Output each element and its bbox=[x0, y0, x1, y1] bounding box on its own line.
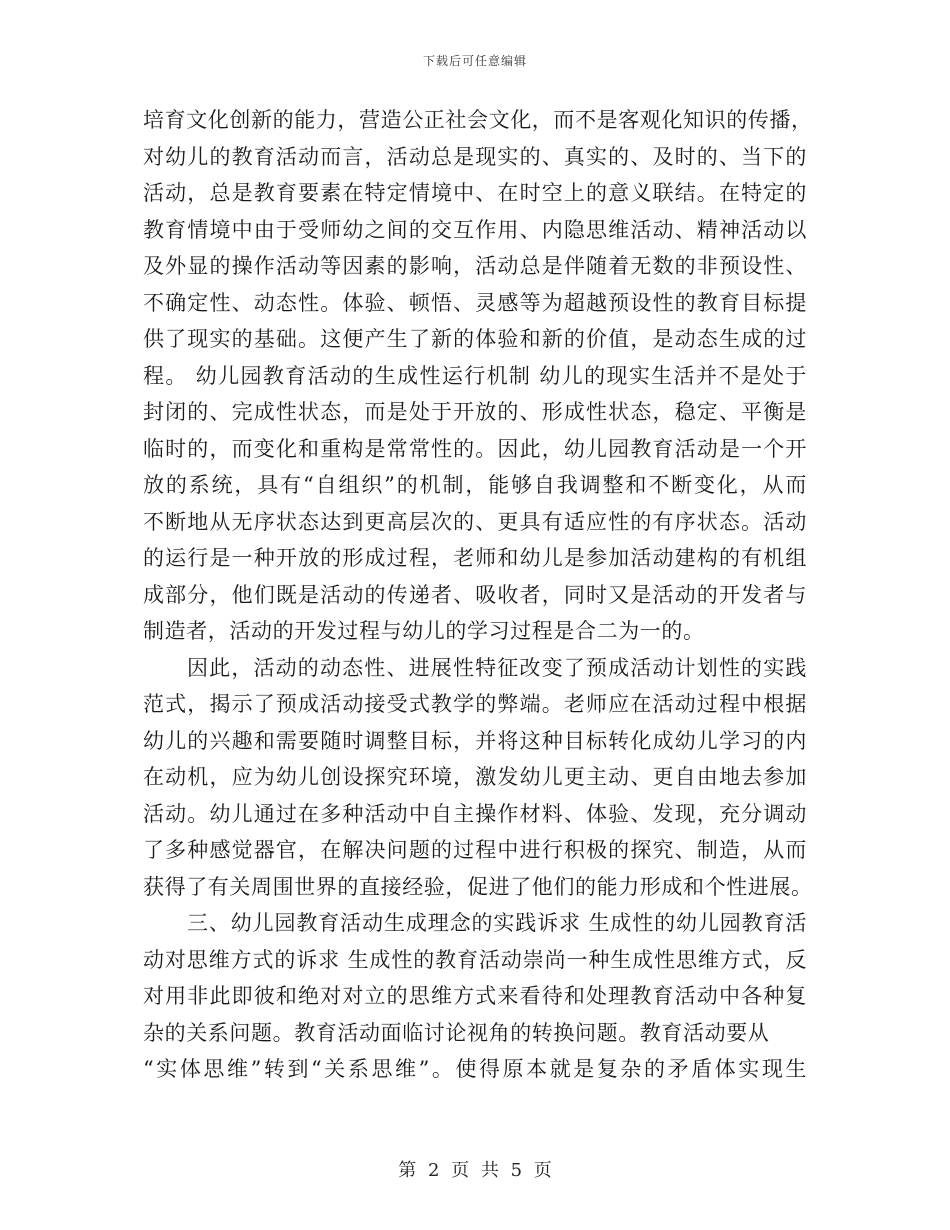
text-line: 程。 幼儿园教育活动的生成性运行机制 幼儿的现实生活并不是处于 bbox=[143, 363, 807, 388]
page-number: 第 2 页 共 5 页 bbox=[398, 1160, 552, 1181]
text-line: 供了现实的基础。这便产生了新的体验和新的价值，是动态生成的过 bbox=[143, 327, 807, 351]
text-line: 范式，揭示了预成活动接受式教学的弊端。老师应在活动过程中根据 bbox=[143, 692, 807, 716]
text-line: 了多种感觉器官，在解决问题的过程中进行积极的探究、制造，从而 bbox=[143, 838, 807, 862]
text-line: 活动，总是教育要素在特定情境中、在时空上的意义联结。在特定的 bbox=[143, 181, 807, 205]
text-line: 杂的关系问题。教育活动面临讨论视角的转换问题。教育活动要从 bbox=[143, 1020, 770, 1045]
document-body bbox=[143, 102, 813, 1088]
text-line: 不断地从无序状态达到更高层次的、更具有适应性的有序状态。活动 bbox=[143, 509, 807, 534]
text-line: 制造者，活动的开发过程与幼儿的学习过程是合二为一的。 bbox=[143, 619, 705, 643]
text-line: “实体思维”转到“关系思维”。使得原本就是复杂的矛盾体实现生 bbox=[143, 1057, 807, 1081]
text-line: 及外显的操作活动等因素的影响，活动总是伴随着无数的非预设性、 bbox=[143, 254, 807, 278]
text-line: 对用非此即彼和绝对对立的思维方式来看待和处理教育活动中各种复 bbox=[143, 984, 807, 1008]
text-line: 获得了有关周围世界的直接经验，促进了他们的能力形成和个性进展。 bbox=[143, 874, 813, 899]
paragraph-first-line: 因此，活动的动态性、进展性特征改变了预成活动计划性的实践 bbox=[187, 655, 807, 680]
text-line: 动对思维方式的诉求 生成性的教育活动崇尚一种生成性思维方式，反 bbox=[143, 947, 807, 972]
text-line: 封闭的、完成性状态，而是处于开放的、形成性状态，稳定、平衡是 bbox=[143, 400, 807, 424]
text-line: 成部分，他们既是活动的传递者、吸收者，同时又是活动的开发者与 bbox=[143, 582, 807, 607]
text-line: 教育情境中由于受师幼之间的交互作用、内隐思维活动、精神活动以 bbox=[143, 217, 807, 242]
text-line: 放的系统，具有“自组织”的机制，能够自我调整和不断变化，从而 bbox=[143, 473, 807, 497]
text-line: 培育文化创新的能力，营造公正社会文化，而不是客观化知识的传播， bbox=[143, 108, 813, 132]
text-line: 临时的，而变化和重构是常常性的。因此，幼儿园教育活动是一个开 bbox=[143, 436, 807, 461]
text-line: 对幼儿的教育活动而言，活动总是现实的、真实的、及时的、当下的 bbox=[143, 144, 807, 169]
page-header: 下载后可任意编辑 bbox=[422, 54, 527, 68]
text-line: 活动。幼儿通过在多种活动中自主操作材料、体验、发现，充分调动 bbox=[143, 801, 807, 826]
text-line: 在动机，应为幼儿创设探究环境，激发幼儿更主动、更自由地去参加 bbox=[143, 765, 807, 789]
text-line: 幼儿的兴趣和需要随时调整目标，并将这种目标转化成幼儿学习的内 bbox=[143, 728, 807, 753]
paragraph-first-line: 三、幼儿园教育活动生成理念的实践诉求 生成性的幼儿园教育活 bbox=[187, 911, 807, 935]
text-line: 不确定性、动态性。体验、顿悟、灵感等为超越预设性的教育目标提 bbox=[143, 290, 807, 315]
text-line: 的运行是一种开放的形成过程，老师和幼儿是参加活动建构的有机组 bbox=[143, 546, 807, 570]
